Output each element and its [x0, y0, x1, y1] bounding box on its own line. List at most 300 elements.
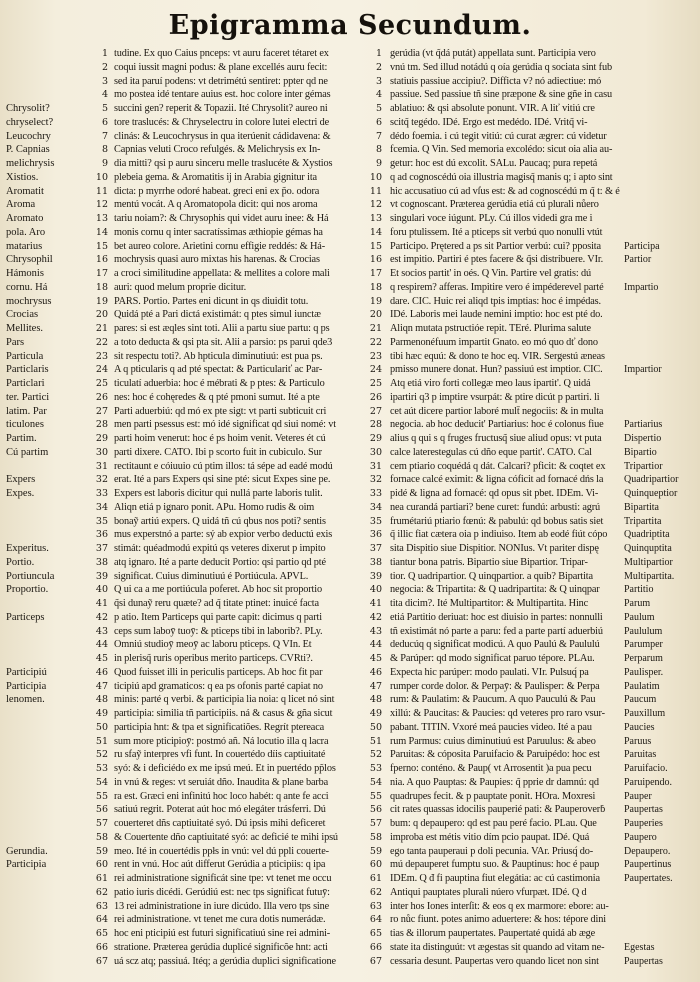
line-number: 52: [95, 749, 108, 761]
line-text: vt cognoscant. Præterea gerúdia etiá cú plurali nůero: [390, 199, 599, 211]
margin-note: lenomen.: [6, 694, 45, 706]
line-number: 2: [375, 61, 382, 73]
line-number: 7: [375, 130, 382, 142]
line-text: dicta: p myrrhe odoré habeat. greci eni ex p̃o. odora: [114, 185, 320, 197]
line-text: sum more pticipioȳ: postmó añ. Ná locutio illa q lacra: [114, 735, 329, 747]
line-text: Atq etiá viro forti collegæ meo laus ipartit'. Q uidá: [390, 378, 591, 389]
line-text: mus experstnó a parte: sý ab expior verbo deductú exis: [114, 529, 333, 541]
line-text: & Couertente dño captiuitaté syó: ac deficié te mihi ipsú: [114, 831, 338, 843]
line-text: tñ existimát nó parte a paru: fed a parte partí aduerbiú: [390, 625, 603, 637]
line-number: 52: [369, 749, 382, 761]
line-text: ego tanta pauperaui p doli pecunia. VAr. Priusq́ do-: [390, 845, 594, 857]
line-number: 17: [369, 268, 382, 279]
line-number: 38: [369, 556, 382, 568]
line-text: satiuú regrit. Poterat aút hoc mó elegáter trásferri. Dú: [114, 804, 326, 816]
line-text: Quod fuisset illi in periculis particeps. Ab hoc fit par: [114, 666, 323, 678]
line-number: 65: [369, 928, 382, 939]
line-number: 3: [101, 75, 108, 87]
line-text: syó: & i deficiédo ex me ipsú meú. Et in puertédo pp̃los: [114, 763, 336, 774]
line-number: 11: [95, 185, 108, 197]
margin-note: Egestas: [624, 941, 655, 953]
line-number: 49: [369, 708, 382, 719]
line-number: 41: [369, 598, 382, 609]
line-text: Expecta hic parúper: modo paulati. VIr. Pulsuq́ pa: [390, 666, 589, 678]
line-number: 20: [369, 309, 382, 321]
line-number: 41: [95, 598, 108, 609]
line-number: 27: [369, 405, 382, 417]
margin-note: Tripartior: [624, 460, 663, 472]
line-text: tore traslucés: & Chryselectru in colore lutei electri de: [114, 116, 330, 128]
line-number: 24: [95, 364, 108, 376]
line-number: 32: [369, 474, 382, 486]
line-number: 6: [375, 116, 382, 128]
line-number: 5: [375, 103, 382, 114]
line-number: 35: [95, 515, 108, 527]
margin-note: Paruitas: [624, 749, 657, 761]
line-text: etiá Partitio deriuat: hoc est diuisio in partes: nonnulli: [390, 611, 603, 623]
margin-note: Paucum: [624, 694, 657, 706]
line-text: tior. Q uadripartior. Q uinqpartior. a quib? Bipartita: [390, 570, 593, 582]
line-number: 44: [369, 639, 382, 651]
line-number: 30: [369, 446, 382, 458]
line-text: bum: q depaupero: qd est pau peré facio. PLau. Que: [390, 818, 597, 829]
line-number: 39: [369, 570, 382, 582]
line-number: 33: [369, 488, 382, 499]
line-text: coqui iussit magni podus: & plane excellés auru fecit:: [114, 61, 328, 73]
margin-note: Paulum: [624, 611, 655, 623]
line-number: 9: [375, 158, 382, 169]
line-text: mentú vocát. A q Aromatopola dicit: qui nos aroma: [114, 199, 318, 211]
line-number: 44: [95, 639, 108, 651]
margin-note: Perparum: [624, 653, 663, 664]
line-text: ro nůc fiunt. potes animo aduertere: & hos: tépore dini: [390, 914, 606, 926]
line-text: significat. Cuius diminutiuú é Portiúcula. APVL.: [114, 570, 309, 582]
line-text: q ad cognoscédú oia illustria magisq̃ manis q; i apto sint: [390, 171, 613, 183]
margin-note: Impartio: [624, 281, 659, 293]
line-text: alius q qui s q fruges fructusq̃ siue aliud opus: vt puta: [390, 433, 602, 444]
line-text: Paruitas: & cóposita Paruifacio & Paruipédo: hoc est: [390, 749, 600, 761]
line-text: cem ptiario coquédá q dát. Calcari? pficit: & coqtet ex: [390, 460, 606, 472]
line-number: 55: [369, 790, 382, 802]
line-number: 10: [369, 171, 382, 183]
line-number: 53: [369, 763, 382, 774]
line-text: rei administratione significát sine tpe: vt tenet me occu: [114, 873, 332, 884]
margin-note: matarius: [6, 240, 43, 252]
margin-note: Particlari: [6, 378, 45, 389]
line-number: 27: [95, 405, 108, 417]
line-number: 29: [369, 433, 382, 444]
margin-note: pola. Aro: [6, 226, 46, 238]
line-number: 10: [95, 171, 108, 183]
line-number: 50: [95, 721, 108, 733]
line-number: 4: [101, 89, 108, 101]
line-text: participia hnt: & tpa et significatiões. Regrít ptereaca: [114, 721, 325, 733]
line-number: 14: [369, 226, 382, 238]
line-number: 67: [95, 955, 108, 967]
margin-note: Portio.: [6, 556, 35, 568]
line-number: 22: [369, 336, 382, 348]
line-text: meo. Ité in couertédis ppłs in vnú: vel dú ppli couerte-: [114, 845, 329, 857]
line-text: tibi hæc equú: & dono te hoc eq. VIR. Sergestú æneas: [390, 350, 605, 362]
line-text: rectitaunt e cóiuuio cú ptim illos: tá sépe ad eadé modú: [114, 460, 333, 472]
line-text: cit rates quassas idocilis pauperié pati: & Pauperoverḃ: [390, 804, 606, 816]
line-text: bonaỹ artiú expers. Q uidá tñ cú qbus nos poti? sentis: [114, 515, 326, 527]
line-text: tariu noiam?: & Chrysophis qui videt auru inee: & Há: [114, 213, 329, 224]
margin-note: P. Capnias: [6, 144, 50, 156]
line-text: est impitio. Partiri é ptes facere & q̃si distribuere. VIr.: [390, 254, 604, 266]
line-text: Expers est laboris dicitur qui nullá parte laboris tulit.: [114, 488, 323, 499]
line-number: 25: [369, 378, 382, 389]
line-number: 16: [369, 254, 382, 266]
line-number: 38: [95, 556, 108, 568]
line-number: 62: [369, 886, 382, 898]
line-text: quadrupes fecit. & p pauptate ponit. HOra. Moxresi: [390, 790, 596, 802]
line-text: a toto deducta & qsi pta sit. Alii a parsio: ps parui qde3: [114, 336, 333, 348]
margin-note: Bipartio: [624, 446, 657, 458]
line-number: 66: [95, 941, 108, 953]
line-number: 56: [95, 804, 108, 816]
line-text: cessaria desunt. Paupertas vero quando licet non sint: [390, 955, 599, 967]
line-number: 42: [95, 611, 108, 623]
line-number: 12: [95, 199, 108, 211]
line-text: sed ita paruí podens: vt detrimétú sentiret: ppter qd ne: [114, 75, 328, 87]
line-number: 36: [95, 529, 108, 541]
line-text: statiuis passiue accipiu?. Difficta v? nó adiectiue: mó: [390, 75, 602, 87]
line-text: tiantur bona patris. Bipartio siue Bipartior. Tripar-: [390, 556, 588, 568]
line-number: 25: [95, 378, 108, 389]
line-text: pmisso munere donat. Hun? passiuú est imptior. CIC.: [390, 364, 603, 376]
margin-note: Aroma: [6, 199, 36, 211]
line-number: 46: [95, 666, 108, 678]
line-number: 18: [369, 281, 382, 293]
line-text: mo postea idé tentare auius est. hoc colore inter gémas: [114, 89, 331, 101]
margin-note: melichrysis: [6, 158, 55, 169]
line-text: getur: hoc est dú excolit. SALu. Paucaq; pura repetá: [390, 158, 598, 169]
margin-note: Paupertas: [624, 804, 663, 816]
line-text: tudine. Ex quo Caius pnceps: vt auru faceret tétaret ex: [114, 48, 329, 59]
margin-note: cornu. Há: [6, 281, 48, 293]
line-text: dare. CIC. Huic rei aliqd tpis imptias: hoc é impédas.: [390, 295, 601, 307]
line-text: negocia: & Tripartita: & Q uadripartita: & Q uinqpar: [390, 584, 600, 596]
line-number: 67: [369, 955, 382, 967]
margin-note: Dispertio: [624, 433, 662, 444]
margin-note: Paruipendo.: [624, 776, 673, 788]
margin-note: Proportio.: [6, 584, 49, 596]
margin-note: Partior: [624, 254, 652, 266]
line-text: q̃si dunaỹ reru quæte? ad q̃ titate ptinet: inuicé facta: [114, 598, 319, 609]
line-text: fperno: conténo. & Paup( vt Arrosentit )a pua pecu: [390, 763, 592, 774]
margin-note: Multipartita.: [624, 570, 675, 582]
line-text: frumétariú ptiario fœnú: & pabulú: qd bobus satis siet: [390, 515, 604, 527]
line-text: tita dicim?. Ité Multipartitor: & Multipartita. Hinc: [390, 598, 589, 609]
page-title: Epigramma Secundum.: [168, 10, 532, 41]
line-number: 15: [95, 240, 108, 252]
right-margin-notes: [624, 0, 700, 982]
line-text: rum Parmus: cuius diminutiuú est Paruulus: & abeo: [390, 735, 596, 747]
line-number: 4: [375, 89, 382, 101]
margin-note: Participia: [6, 680, 47, 692]
margin-note: Quadriptita: [624, 529, 670, 541]
line-number: 24: [369, 364, 382, 376]
line-text: clinás: & Leucochrysus in qua iterúenit cádidavena: &: [114, 130, 331, 142]
line-text: Q ui ca a me portiúcula poferet. Ab hoc sit proportio: [114, 584, 322, 596]
line-text: minis: parté q verbi. & participia lia noia: q licet nó sint: [114, 694, 335, 706]
margin-note: ticulones: [6, 419, 44, 431]
line-number: 45: [95, 653, 108, 664]
margin-note: Tripartita: [624, 515, 662, 527]
line-text: deducúq q significat modicú. A quo Paulú & Paululú: [390, 639, 600, 651]
line-text: q̃ illic fiat cætera oia p indiuiso. Item ab eodé fiút cópo: [390, 529, 608, 541]
line-text: couerteret dñs captiuitaté syó. Dú ipsis mihi deficeret: [114, 818, 326, 829]
line-text: rumper corde dolor. & Perpaȳ: & Paulisper: & Perpa: [390, 680, 600, 692]
line-text: Omniú studioȳ meoȳ ac laboru pticeps. Q VIn. Et: [114, 639, 312, 651]
line-text: stimát: quéadmodú expitú qs veteres dixerut p impito: [114, 543, 326, 554]
line-number: 43: [369, 625, 382, 637]
margin-note: Aromatit: [6, 185, 44, 197]
margin-note: Aromato: [6, 213, 44, 224]
margin-note: Pauxillum: [624, 708, 666, 719]
line-number: 51: [95, 735, 108, 747]
line-text: uá scz atq; passiuá. Itéq; a gerúdia duplici significatione: [114, 955, 336, 967]
margin-note: Particlaris: [6, 364, 49, 376]
line-text: improba est métis vitio dím pcio paupat. IDé. Quá: [390, 831, 590, 843]
line-number: 60: [369, 859, 382, 871]
line-number: 32: [95, 474, 108, 486]
line-number: 40: [95, 584, 108, 596]
margin-note: Pauperies: [624, 818, 663, 829]
line-text: parti dixere. CATO. Ibi p scorto fuit in cubiculo. Sur: [114, 446, 322, 458]
line-number: 1: [375, 48, 382, 59]
margin-note: Crocias: [6, 309, 39, 321]
margin-note: Participiú: [6, 666, 47, 678]
line-number: 20: [95, 309, 108, 321]
line-text: Quidá pté a Pari dictá existimát: q ptes simul iunctæ: [114, 309, 321, 321]
line-number: 58: [95, 831, 108, 843]
line-number: 40: [369, 584, 382, 596]
line-number: 5: [101, 103, 108, 114]
line-number: 28: [369, 419, 382, 431]
line-text: fornace calcé eximit: & ligna cóficit ad fornacé dńs la: [390, 474, 604, 486]
line-text: A q pticularis q ad pté spectat: & Particulariť ac Par-: [114, 364, 323, 376]
line-text: calce laterestegulas cú dño eque partit'. CATO. Cal: [390, 446, 592, 458]
margin-note: mochrysus: [6, 295, 52, 307]
line-text: & Parúper: qd modo significat paruo tépore. PLAu.: [390, 653, 595, 664]
line-number: 53: [95, 763, 108, 774]
line-number: 61: [95, 873, 108, 884]
line-text: pidé & ligna ad fornacé: qd opus sit pbet. IDEm. Vi-: [390, 488, 599, 499]
line-text: Aliqn etiá p ignaro ponit. APu. Homo rudis & oim: [114, 501, 315, 513]
line-text: in plerisq̃ ruris operibus merito particeps. CVRti?.: [114, 653, 313, 664]
line-number: 63: [369, 900, 382, 912]
line-number: 31: [95, 460, 108, 472]
line-number: 28: [95, 419, 108, 431]
margin-note: Quinqueptior: [624, 488, 678, 499]
line-number: 30: [95, 446, 108, 458]
line-number: 51: [369, 735, 382, 747]
margin-note: ter. Partici: [6, 391, 50, 403]
line-number: 15: [369, 240, 382, 252]
line-number: 26: [95, 391, 108, 403]
margin-note: Experitus.: [6, 543, 49, 554]
line-number: 21: [95, 323, 108, 334]
line-number: 8: [101, 144, 108, 156]
margin-note: Parum: [624, 598, 651, 609]
line-text: dia mitti? qsi p auru sinceru melle traslucéte & Xystios: [114, 158, 333, 169]
line-number: 63: [95, 900, 108, 912]
line-text: Parti aduerbiú: qd mó ex pte sigt: vt parti subticuit cri: [114, 405, 327, 417]
line-text: ticulatí aduerbia: hoc é mébrati & p ptes: & Particulo: [114, 378, 325, 389]
margin-note: Gerundia.: [6, 845, 48, 857]
line-number: 31: [369, 460, 382, 472]
line-number: 56: [369, 804, 382, 816]
margin-note: Portiuncula: [6, 570, 55, 582]
margin-note: Quadripartior: [624, 474, 679, 486]
line-text: gerúdia (vt q̃dá putát) appellata sunt. Participia vero: [390, 48, 596, 59]
line-text: 13 rei administratione in iure dicúdo. Illa vero tps sine: [114, 900, 330, 912]
margin-note: Cú partim: [6, 446, 49, 458]
line-number: 13: [95, 213, 108, 224]
line-number: 65: [95, 928, 108, 939]
line-text: xillú: & Paucitas: & Paucies: qd veteres pro raro vsur-: [390, 708, 605, 719]
line-text: passiue. Sed passiue tñ sine præpone & sine gñe in casu: [390, 89, 612, 101]
margin-note: Quinquptita: [624, 543, 672, 554]
line-number: 37: [95, 543, 108, 554]
margin-note: Hámonis: [6, 268, 44, 279]
line-text: Antiqui pauptates plurali núero vfurpæt. IDé. Q d: [390, 886, 587, 898]
line-text: rum: & Paulatim: & Paucum. A quo Pauculú & Pau: [390, 694, 596, 706]
line-text: ticipiú apd gramaticos: q ea ps ofonis parté capiat no: [114, 680, 323, 692]
margin-note: Paululum: [624, 625, 663, 637]
line-text: singulari voce iúgunt. PLy. Cú illos videdi gra me i: [390, 213, 593, 224]
line-number: 6: [101, 116, 108, 128]
line-text: sita Dispitio siue Dispitior. NONIus. Vt pariter dispę: [390, 543, 599, 554]
line-text: men parti psessus est: mó idé significat qd siui nomé: vt: [114, 419, 336, 431]
margin-note: Mellites.: [6, 323, 44, 334]
line-text: nes: hoc é cohęredes & q pté pmoni sumut. Ité a pte: [114, 391, 320, 403]
line-number: 45: [369, 653, 382, 664]
margin-note: Paupertinus: [624, 859, 672, 871]
margin-note: Participia: [6, 859, 47, 871]
line-text: ru sfaỹ interpres vfi funt. In couertédo díis captiuitaté: [114, 749, 326, 761]
margin-note: Parumper: [624, 639, 663, 651]
margin-note: latim. Par: [6, 405, 47, 417]
line-text: tias & illorum paupertates. Paupertaté quidá ab æge: [390, 928, 596, 939]
line-number: 26: [369, 391, 382, 403]
margin-note: Paupertates.: [624, 873, 673, 884]
line-text: IDEm. Q đ fi pauptina fiut elegátia: ac cú castimonia: [390, 873, 600, 884]
line-text: state ita distinguút: vt ægestas sit quando ad vitam ne-: [390, 941, 605, 953]
margin-note: Particeps: [6, 611, 45, 623]
line-text: negocia. ab hoc deducit' Partiarius: hoc é colonus fiue: [390, 419, 604, 431]
margin-note: Bipartita: [624, 501, 659, 513]
line-text: PARS. Portio. Partes eni dicunt in qs diuidit totu.: [114, 295, 309, 307]
line-number: 47: [95, 680, 108, 692]
line-text: mochrysis quasi auro mixtas his harenas. & Crocias: [114, 254, 320, 266]
margin-note: Paupertas: [624, 955, 663, 967]
line-text: Participo. Prętered a ps sit Partior verbú: cui? pposita: [390, 240, 601, 252]
margin-note: Xistios.: [6, 171, 39, 183]
margin-note: Paucies: [624, 721, 655, 733]
line-number: 9: [101, 158, 108, 169]
line-number: 47: [369, 680, 382, 692]
line-number: 54: [95, 776, 108, 788]
line-number: 57: [95, 818, 108, 829]
margin-note: Pauper: [624, 790, 652, 802]
line-text: pares: si est æqles sint toti. Alii a partu siue partu: q ps: [114, 323, 330, 334]
line-text: Parmenonéfuum impartit Gnato. eo mó quo dť dono: [390, 336, 598, 348]
margin-note: Partitio: [624, 584, 654, 596]
line-number: 33: [95, 488, 108, 499]
line-text: fcemia. Q Vin. Sed memoria excolédo: sicut oia alia au-: [390, 144, 613, 156]
line-number: 64: [369, 914, 382, 926]
margin-note: chryselect?: [6, 116, 54, 128]
line-text: bet aureo colore. Arietini cornu effigie reddés: & Há-: [114, 240, 326, 252]
line-text: mú depauperet fumptu suo. & Pauptinus: hoc é paup: [390, 859, 600, 871]
left-margin-notes: [6, 0, 90, 982]
line-text: foru ptulissem. Ité a pticeps sit verbú quo nonulli vtút: [390, 226, 603, 238]
line-text: q respirem? afferas. Impitire vero é impéderevel parté: [390, 281, 604, 293]
line-text: pabant. TITIN. Vxoré meá paucies video. Ité a pau: [390, 721, 592, 733]
margin-note: Chrysophil: [6, 254, 53, 266]
line-number: 58: [369, 831, 382, 843]
line-number: 60: [95, 859, 108, 871]
line-number: 57: [369, 818, 382, 829]
line-number: 48: [369, 694, 382, 706]
line-number: 22: [95, 336, 108, 348]
line-text: succini gen? reperit & Topazii. Ité Chrysolit? aureo ni: [114, 103, 328, 114]
line-number: 43: [95, 625, 108, 637]
margin-note: Impartior: [624, 364, 662, 376]
line-number: 61: [369, 873, 382, 884]
line-text: erat. Ité a pars Expers qsi sine pté: sicut Expes sine pe.: [114, 474, 331, 486]
line-text: stratione. Præterea gerúdia duplicé significõe hnt: acti: [114, 941, 328, 953]
line-text: nia. A quo Pauptas: & Paupies: q̃ pprie dr damnú: qd: [390, 776, 599, 788]
line-text: rei administratione. vt tenet me cura dotis numerádæ.: [114, 914, 326, 926]
line-text: atq ignaro. Ité a parte deducit Portio: qsi partio qd pté: [114, 556, 326, 568]
line-text: parti hoim venerut: hoc é ps hoim venit. Veteres ét cú: [114, 433, 326, 444]
line-text: ceps sum laboȳ tuoȳ: & pticeps tibi in laborib?. PLy.: [114, 625, 323, 637]
margin-note: Partiarius: [624, 419, 663, 431]
line-number: 14: [95, 226, 108, 238]
line-number: 37: [369, 543, 382, 554]
line-number: 49: [95, 708, 108, 719]
line-number: 62: [95, 886, 108, 898]
line-text: a croci similitudine appellata: & mellites a colore mali: [114, 268, 330, 279]
margin-note: Multipartior: [624, 556, 673, 568]
line-number: 64: [95, 914, 108, 926]
line-text: nea curandá partiari? bene curet: fundú: arbusti: agrú: [390, 501, 601, 513]
margin-note: Participa: [624, 240, 660, 252]
line-text: IDé. Laboris mei laude nemini imptio: hoc est pté do.: [390, 309, 603, 321]
margin-note: Chrysolit?: [6, 103, 50, 114]
line-number: 23: [95, 350, 108, 362]
line-number: 13: [369, 213, 382, 224]
line-text: scitq̃ tegédo. IDé. Ergo est medédo. IDé. Vritq̃ vi-: [390, 116, 588, 128]
line-text: ipartiri q3 p imptire vsurpát: & ptire dicút p partiri. li: [390, 391, 600, 403]
margin-note: Expers: [6, 474, 36, 486]
line-number: 8: [375, 144, 382, 156]
line-text: monis cornu q inter sacratíssimas æthiopie gémas ha: [114, 226, 323, 238]
line-number: 48: [95, 694, 108, 706]
line-number: 19: [95, 295, 108, 307]
line-text: auri: quod melum proprie dicitur.: [114, 281, 247, 293]
line-number: 36: [369, 529, 382, 541]
margin-note: Expes.: [6, 488, 35, 499]
line-number: 19: [369, 295, 382, 307]
line-text: ablatiuo: & qsi absolute ponunt. VIR. A liť vitiú cre: [390, 103, 595, 114]
line-number: 66: [369, 941, 382, 953]
margin-note: Leucochry: [6, 130, 51, 142]
